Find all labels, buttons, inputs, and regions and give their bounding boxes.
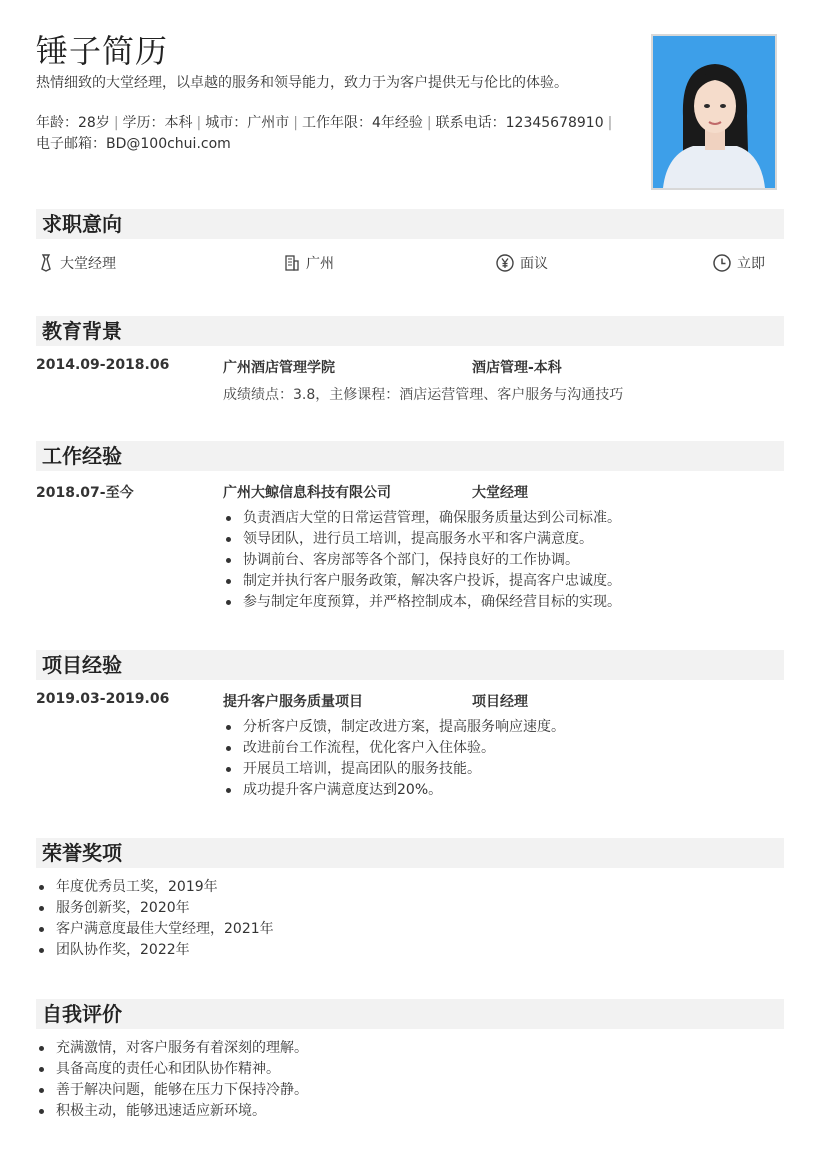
list-item: 具备高度的责任心和团队协作精神。 bbox=[36, 1059, 784, 1080]
list-item: 充满激情，对客户服务有着深刻的理解。 bbox=[36, 1038, 784, 1059]
list-item: 负责酒店大堂的日常运营管理，确保服务质量达到公司标准。 bbox=[223, 508, 621, 529]
info-age: 年龄：28岁 bbox=[36, 115, 110, 131]
section-title-project: 项目经验 bbox=[36, 650, 784, 680]
list-item: 服务创新奖，2020年 bbox=[36, 898, 784, 919]
list-item: 改进前台工作流程，优化客户入住体验。 bbox=[223, 738, 565, 759]
intent-city-text: 广州 bbox=[306, 256, 334, 272]
list-item: 客户满意度最佳大堂经理，2021年 bbox=[36, 919, 784, 940]
education-desc: 成绩绩点：3.8，主修课程：酒店运营管理、客户服务与沟通技巧 bbox=[223, 387, 624, 403]
info-education: 学历：本科 bbox=[122, 115, 193, 131]
intent-salary-text: 面议 bbox=[520, 256, 548, 272]
project-tasks bbox=[223, 717, 565, 801]
list-item: 积极主动，能够迅速适应新环境。 bbox=[36, 1101, 784, 1122]
list-item: 善于解决问题，能够在压力下保持冷静。 bbox=[36, 1080, 784, 1101]
section-work bbox=[36, 441, 784, 616]
intent-position-text: 大堂经理 bbox=[60, 256, 116, 272]
intent-availability bbox=[713, 253, 765, 273]
work-duties bbox=[223, 508, 621, 613]
section-title-intent: 求职意向 bbox=[36, 209, 784, 239]
list-item: 参与制定年度预算，并严格控制成本，确保经营目标的实现。 bbox=[223, 592, 621, 613]
section-awards bbox=[36, 838, 784, 968]
project-date: 2019.03-2019.06 bbox=[36, 691, 170, 707]
tagline: 热情细致的大堂经理，以卓越的服务和领导能力，致力于为客户提供无与伦比的体验。 bbox=[36, 75, 568, 91]
tie-icon bbox=[38, 254, 54, 272]
section-title-work: 工作经验 bbox=[36, 441, 784, 471]
list-item: 开展员工培训，提高团队的服务技能。 bbox=[223, 759, 565, 780]
section-job-intent bbox=[36, 209, 784, 279]
resume-name: 锤子简历 bbox=[36, 32, 169, 70]
info-city: 城市：广州市 bbox=[205, 115, 290, 131]
info-experience: 工作年限：4年经验 bbox=[301, 115, 423, 131]
profile-photo bbox=[651, 34, 777, 190]
yen-icon bbox=[496, 254, 514, 272]
work-row bbox=[36, 482, 784, 502]
list-item: 团队协作奖，2022年 bbox=[36, 940, 784, 961]
project-row bbox=[36, 691, 784, 711]
list-item: 制定并执行客户服务政策，解决客户投诉，提高客户忠诚度。 bbox=[223, 571, 621, 592]
section-self-evaluation bbox=[36, 999, 784, 1129]
education-major: 酒店管理-本科 bbox=[472, 360, 562, 376]
intent-position bbox=[38, 253, 116, 273]
info-phone: 联系电话：12345678910 bbox=[435, 115, 604, 131]
list-item: 协调前台、客房部等各个部门，保持良好的工作协调。 bbox=[223, 550, 621, 571]
education-date: 2014.09-2018.06 bbox=[36, 357, 170, 373]
project-role: 项目经理 bbox=[472, 694, 528, 710]
intent-salary bbox=[496, 253, 548, 273]
section-title-awards: 荣誉奖项 bbox=[36, 838, 784, 868]
awards-list bbox=[36, 877, 784, 961]
section-title-self: 自我评价 bbox=[36, 999, 784, 1029]
clock-icon bbox=[713, 254, 731, 272]
intent-availability-text: 立即 bbox=[737, 256, 765, 272]
project-name: 提升客户服务质量项目 bbox=[223, 694, 363, 710]
work-role: 大堂经理 bbox=[472, 485, 528, 501]
intent-city bbox=[284, 253, 334, 273]
work-date: 2018.07-至今 bbox=[36, 485, 134, 501]
basic-info-line-1: 年龄：28岁 | 学历：本科 | 城市：广州市 | 工作年限：4年经验 | 联系电话：12345678910 | bbox=[36, 115, 613, 131]
section-title-education: 教育背景 bbox=[36, 316, 784, 346]
list-item: 年度优秀员工奖，2019年 bbox=[36, 877, 784, 898]
education-row bbox=[36, 357, 784, 377]
section-project bbox=[36, 650, 784, 805]
section-education bbox=[36, 316, 784, 406]
info-email: 电子邮箱：BD@100chui.com bbox=[36, 136, 231, 152]
education-school: 广州酒店管理学院 bbox=[223, 360, 335, 376]
building-icon bbox=[284, 254, 300, 272]
list-item: 领导团队，进行员工培训，提高服务水平和客户满意度。 bbox=[223, 529, 621, 550]
list-item: 分析客户反馈，制定改进方案，提高服务响应速度。 bbox=[223, 717, 565, 738]
self-list bbox=[36, 1038, 784, 1122]
list-item: 成功提升客户满意度达到20%。 bbox=[223, 780, 565, 801]
work-company: 广州大鲸信息科技有限公司 bbox=[223, 485, 391, 501]
